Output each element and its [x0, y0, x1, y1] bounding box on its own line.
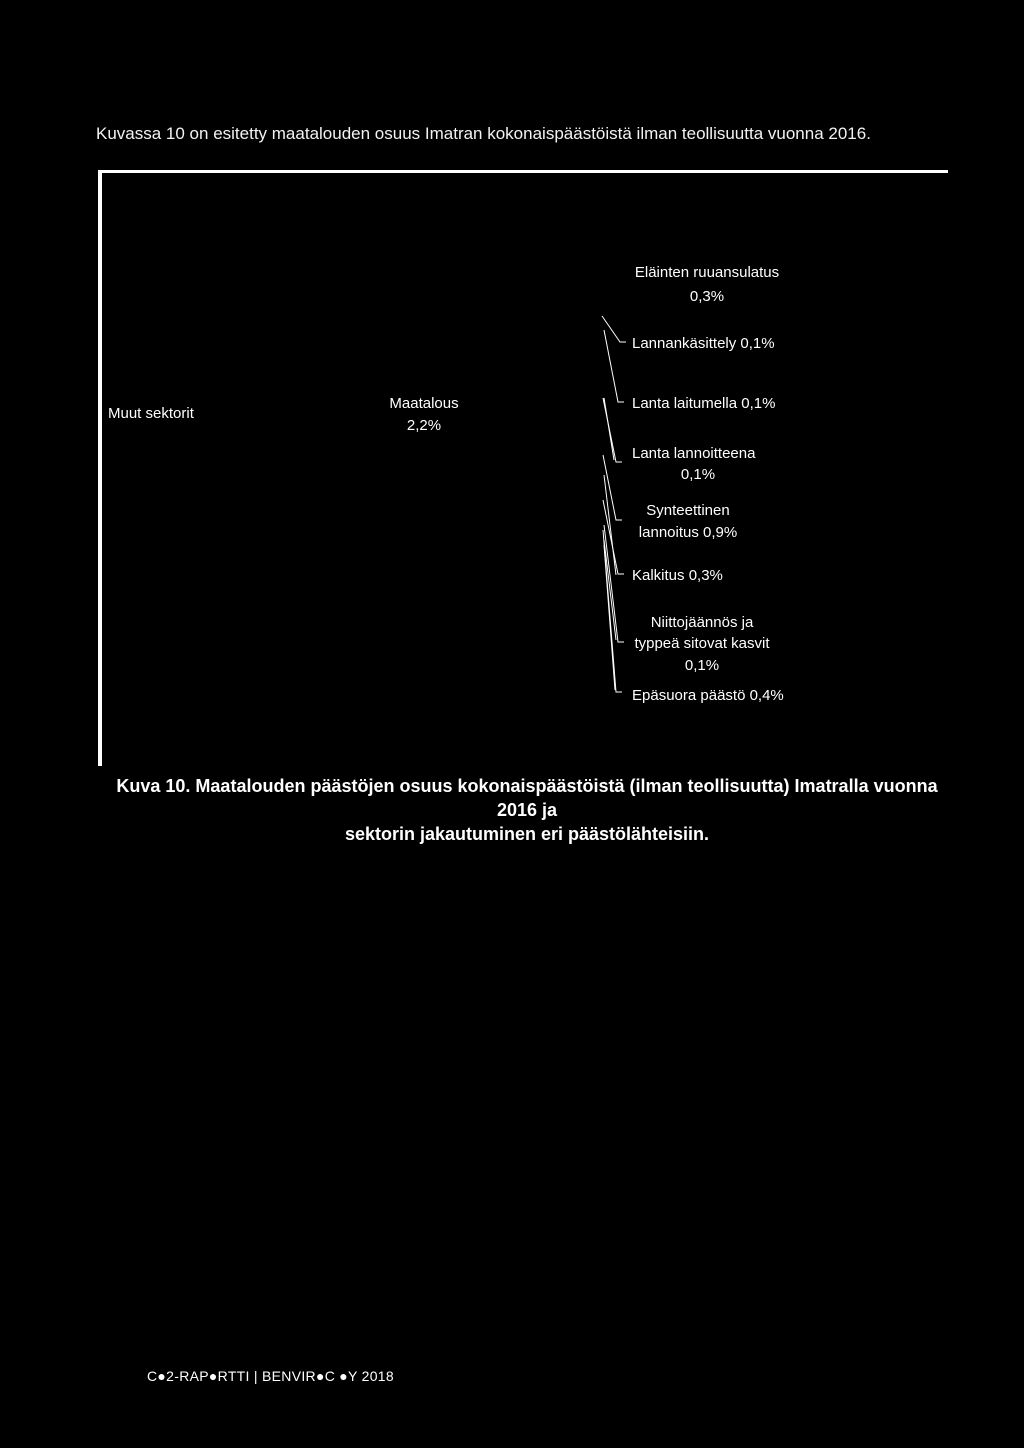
- chart-frame: [98, 170, 948, 766]
- label-niitto-2: typpeä sitovat kasvit: [634, 635, 770, 652]
- label-synteettinen-1: Synteettinen: [646, 502, 730, 519]
- label-maatalous-value: 2,2%: [406, 417, 442, 434]
- leader-guide-1: [604, 398, 614, 460]
- label-lannoitteena-2: 0,1%: [680, 466, 716, 483]
- intro-text: Kuvassa 10 on esitetty maatalouden osuus Imatran kokonaispäästöistä ilman teollisuutta vuonna 2016.: [96, 124, 871, 143]
- label-niitto-1: Niittojäännös ja: [650, 614, 754, 631]
- label-epasuora: Epäsuora päästö 0,4%: [632, 687, 784, 704]
- page-footer: C●2-RAP●RTTI | BENVIR●C ●Y 2018: [147, 1368, 394, 1384]
- label-elainten-1: Eläinten ruuansulatus: [634, 264, 780, 281]
- label-niitto-3: 0,1%: [684, 657, 720, 674]
- label-laitumella: Lanta laitumella 0,1%: [632, 395, 776, 412]
- label-maatalous: Maatalous: [389, 395, 459, 412]
- label-synteettinen-2: lannoitus 0,9%: [638, 524, 738, 541]
- caption-line-1: Kuva 10. Maatalouden päästöjen osuus kokonaispäästöistä (ilman teollisuutta) Imatralla vuonna 2016 ja: [116, 776, 938, 820]
- figure-caption: [112, 774, 942, 846]
- label-muut-sektorit: Muut sektorit: [108, 405, 194, 422]
- caption-line-2: sektorin jakautuminen eri päästölähteisiin.: [344, 824, 710, 844]
- label-kalkitus: Kalkitus 0,3%: [632, 567, 723, 584]
- leader-lines: [602, 316, 626, 692]
- chart-svg: [98, 170, 948, 766]
- leader-line-laitumella: [604, 330, 624, 402]
- leader-line-kalkitus: [603, 500, 624, 574]
- label-lannankasittely: Lannankäsittely 0,1%: [632, 335, 775, 352]
- label-elainten-2: 0,3%: [689, 288, 725, 305]
- label-lannoitteena-1: Lanta lannoitteena: [632, 445, 756, 462]
